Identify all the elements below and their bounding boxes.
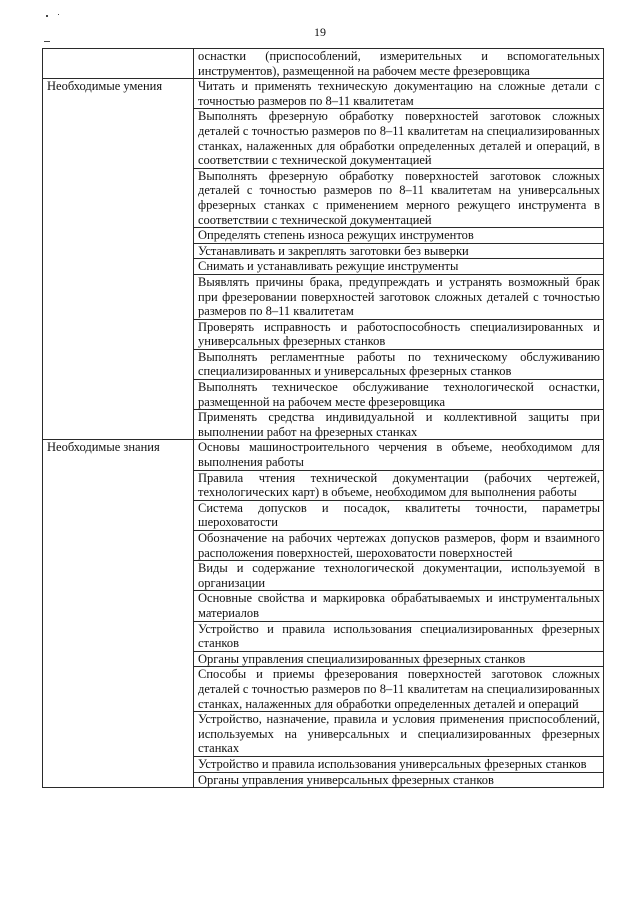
skill-item: Устанавливать и закреплять заготовки без выверки <box>194 243 604 259</box>
skill-item: Выполнять фрезерную обработку поверхностей заготовок сложных деталей с точностью размеров по 8–11 квалитетам на специализированных станках, налаженных для обработки определенных деталей и операций, в соответствии с технической документацией <box>194 109 604 168</box>
knowledge-item: Основные свойства и маркировка обрабатываемых и инструментальных материалов <box>194 591 604 621</box>
skill-item: Выполнять регламентные работы по техническому обслуживанию специализированных и универсальных фрезерных станков <box>194 349 604 379</box>
table-row <box>43 49 604 79</box>
section-label-knowledge: Необходимые знания <box>43 440 194 788</box>
table-row <box>43 79 604 109</box>
section-label-skills: Необходимые умения <box>43 79 194 440</box>
knowledge-item: Устройство, назначение, правила и условия применения приспособлений, используемых на универсальных и специализированных фрезерных станках <box>194 712 604 757</box>
knowledge-item: Виды и содержание технологической документации, используемой в организации <box>194 561 604 591</box>
knowledge-item: Обозначение на рабочих чертежах допусков размеров, форм и взаимного расположения поверхностей, шероховатости поверхностей <box>194 531 604 561</box>
requirements-table <box>42 48 604 788</box>
table-row <box>43 440 604 470</box>
continuation-cell: оснастки (приспособлений, измерительных и вспомогательных инструментов), размещенной на рабочем месте фрезеровщика <box>194 49 604 79</box>
scan-mark <box>46 15 48 17</box>
knowledge-item: Основы машиностроительного черчения в объеме, необходимом для выполнения работы <box>194 440 604 470</box>
knowledge-item: Устройство и правила использования универсальных фрезерных станков <box>194 756 604 772</box>
scan-mark <box>44 41 50 42</box>
skill-item: Проверять исправность и работоспособность специализированных и универсальных фрезерных станков <box>194 319 604 349</box>
empty-label-cell <box>43 49 194 79</box>
skill-item: Выполнять фрезерную обработку поверхностей заготовок сложных деталей с точностью размеров по 8–11 квалитетам на универсальных фрезерных станках с применением мерного режущего инструмента в соответствии с технической документацией <box>194 168 604 227</box>
skill-item: Определять степень износа режущих инструментов <box>194 228 604 244</box>
skill-item: Выявлять причины брака, предупреждать и устранять возможный брак при фрезеровании поверхностей заготовок сложных деталей с точностью размеров по 8–11 квалитетам <box>194 274 604 319</box>
skill-item: Снимать и устанавливать режущие инструменты <box>194 259 604 275</box>
page-number: 19 <box>314 25 326 39</box>
skill-item: Применять средства индивидуальной и коллективной защиты при выполнении работ на фрезерных станках <box>194 410 604 440</box>
knowledge-item: Органы управления специализированных фрезерных станков <box>194 651 604 667</box>
knowledge-item: Органы управления универсальных фрезерных станков <box>194 772 604 788</box>
scan-mark <box>58 14 59 15</box>
knowledge-item: Устройство и правила использования специализированных фрезерных станков <box>194 621 604 651</box>
knowledge-item: Способы и приемы фрезерования поверхностей заготовок сложных деталей с точностью размеров по 8–11 квалитетам на специализированных станках, налаженных для обработки определенных деталей и операций <box>194 667 604 712</box>
skill-item: Выполнять техническое обслуживание технологической оснастки, размещенной на рабочем месте фрезеровщика <box>194 380 604 410</box>
skill-item: Читать и применять техническую документацию на сложные детали с точностью размеров по 8–11 квалитетам <box>194 79 604 109</box>
knowledge-item: Правила чтения технической документации (рабочих чертежей, технологических карт) в объеме, необходимом для выполнения работы <box>194 470 604 500</box>
knowledge-item: Система допусков и посадок, квалитеты точности, параметры шероховатости <box>194 500 604 530</box>
